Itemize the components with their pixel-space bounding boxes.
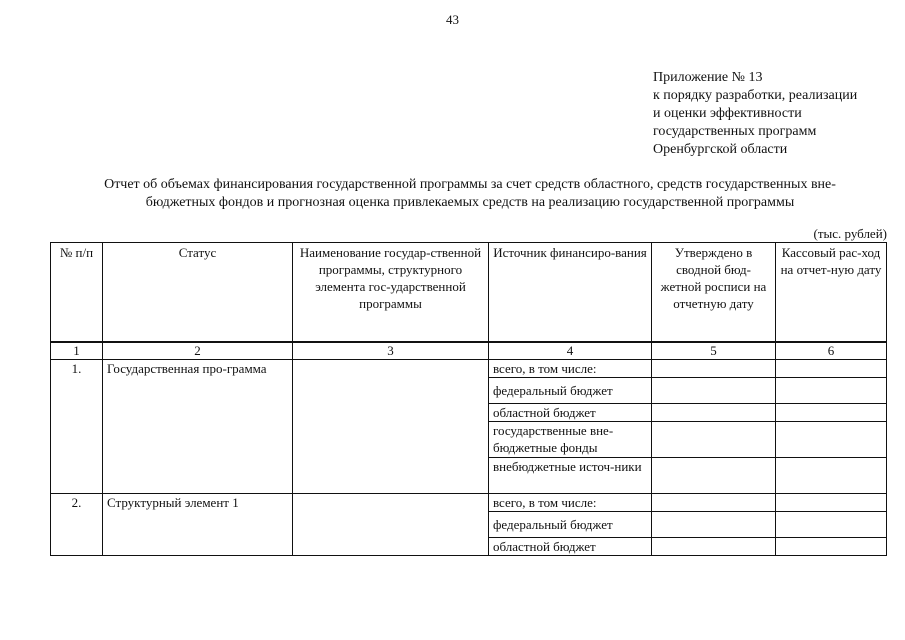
column-number: 3 — [293, 342, 489, 360]
header-row — [51, 243, 887, 343]
row-source: федеральный бюджет — [489, 512, 652, 538]
row-status: Государственная про-грамма — [103, 360, 293, 494]
row-cash-cell — [776, 360, 887, 378]
row-program-name — [293, 360, 489, 494]
report-title-line: Отчет об объемах финансирования государственной программы за счет средств областного, средств государственных вне- — [104, 177, 836, 192]
row-source: всего, в том числе: — [489, 494, 652, 512]
row-approved-cell — [652, 404, 776, 422]
column-number-row — [51, 342, 887, 360]
page-number: 43 — [446, 12, 459, 27]
report-title — [55, 176, 885, 212]
appendix-line: и оценки эффективности — [653, 106, 802, 121]
column-number: 5 — [652, 342, 776, 360]
table-row — [51, 494, 887, 512]
table-row — [51, 360, 887, 378]
units-label: (тыс. рублей) — [813, 226, 887, 241]
row-cash-cell — [776, 378, 887, 404]
appendix-note — [653, 69, 857, 159]
header-cell-source: Источник финансиро-вания — [489, 243, 652, 343]
row-program-name — [293, 494, 489, 556]
header-cell-cash: Кассовый рас-ход на отчет-ную дату — [776, 243, 887, 343]
row-cash-cell — [776, 494, 887, 512]
row-number: 2. — [51, 494, 103, 556]
row-status: Структурный элемент 1 — [103, 494, 293, 556]
row-cash-cell — [776, 512, 887, 538]
row-approved-cell — [652, 378, 776, 404]
header-cell-approved: Утверждено в сводной бюд-жетной росписи на отчетную дату — [652, 243, 776, 343]
row-source: государственные вне-бюджетные фонды — [489, 422, 652, 458]
row-approved-cell — [652, 422, 776, 458]
row-number: 1. — [51, 360, 103, 494]
column-number: 4 — [489, 342, 652, 360]
row-source: внебюджетные источ-ники — [489, 458, 652, 494]
row-approved-cell — [652, 538, 776, 556]
row-source: областной бюджет — [489, 404, 652, 422]
row-cash-cell — [776, 404, 887, 422]
appendix-line: Приложение № 13 — [653, 70, 763, 85]
report-table — [50, 242, 887, 556]
header-cell-name: Наименование государ-ственной программы, структурного элемента гос-ударственной программы — [293, 243, 489, 343]
appendix-line: Оренбургской области — [653, 142, 788, 157]
column-number: 2 — [103, 342, 293, 360]
row-cash-cell — [776, 422, 887, 458]
column-number: 1 — [51, 342, 103, 360]
row-source: федеральный бюджет — [489, 378, 652, 404]
row-approved-cell — [652, 360, 776, 378]
row-source: всего, в том числе: — [489, 360, 652, 378]
row-approved-cell — [652, 512, 776, 538]
row-approved-cell — [652, 494, 776, 512]
row-source: областной бюджет — [489, 538, 652, 556]
header-cell-status: Статус — [103, 243, 293, 343]
header-cell-num: № п/п — [51, 243, 103, 343]
column-number: 6 — [776, 342, 887, 360]
row-cash-cell — [776, 458, 887, 494]
appendix-line: государственных программ — [653, 124, 817, 139]
row-cash-cell — [776, 538, 887, 556]
row-approved-cell — [652, 458, 776, 494]
report-title-line: бюджетных фондов и прогнозная оценка привлекаемых средств на реализацию государственной программы — [145, 195, 795, 210]
appendix-line: к порядку разработки, реализации — [653, 88, 858, 103]
